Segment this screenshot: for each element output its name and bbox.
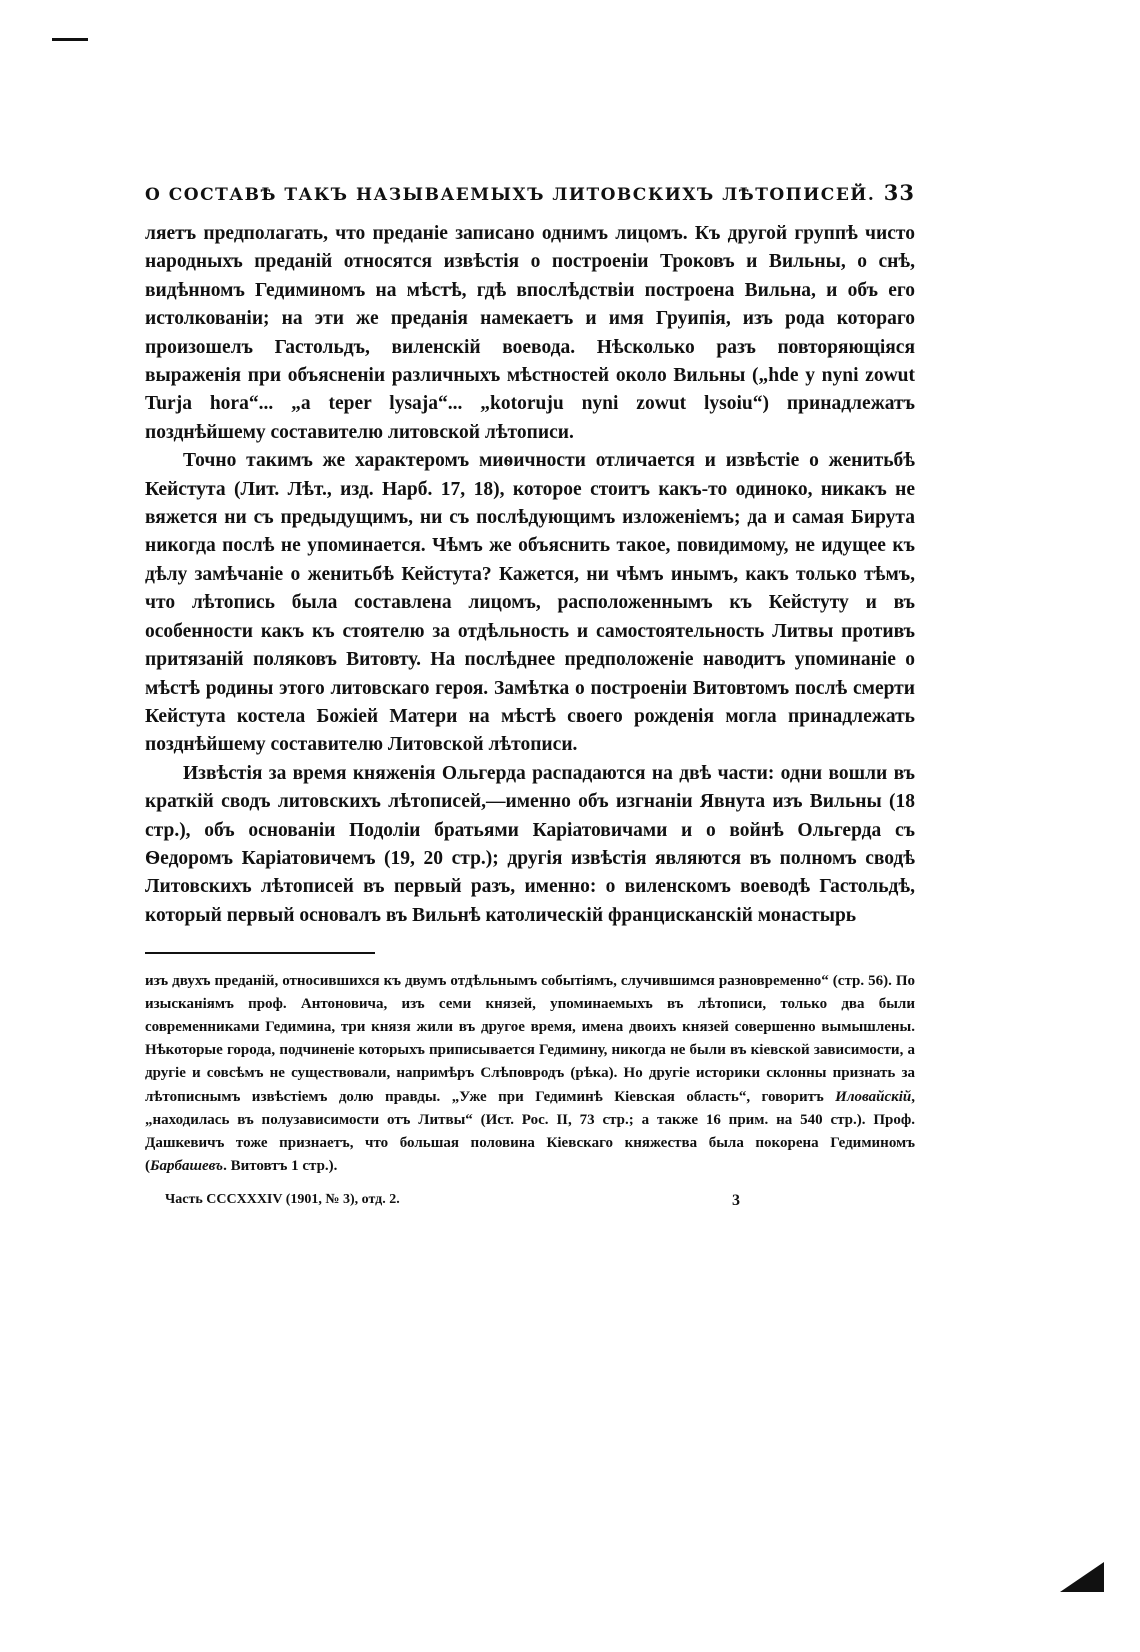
paragraph-2: Точно такимъ же характеромъ миѳичности отличается и извѣстіе о женитьбѣ Кейстута (Лит. Лѣт., изд. Нарб. 17, 18), которое стоитъ какъ-то одиноко, никакъ не вяжется ни съ предыдущимъ, ни съ послѣдующимъ изложеніемъ; да и самая Бирута никогда послѣ не упоминается. Чѣмъ же объяснить такое, повидимому, не идущее къ дѣлу замѣчаніе о женитьбѣ Кейстута? Кажется, ни чѣмъ инымъ, какъ только тѣмъ, что лѣтопись была составлена лицомъ, расположеннымъ къ Кейстуту и въ особенности какъ къ стоятелю за отдѣльность и самостоятельность Литвы противъ притязаній поляковъ Витовту. На послѣднее предположеніе наводитъ упоминаніе о мѣстѣ родины этого литовскаго героя. Замѣтка о построеніи Витовтомъ послѣ смерти Кейстута костела Божіей Матери на мѣстѣ своего рожденія могла принадлежать позднѣйшему составителю Литовской лѣтописи. xyxy=(145,450,915,756)
book-page xyxy=(145,180,915,1210)
main-text xyxy=(145,220,915,930)
scan-edge-mark xyxy=(52,38,88,41)
footnote-italic-author: Иловайскій xyxy=(835,1088,912,1105)
footnote-text-2: , „находилась въ полузависимости отъ Литвы“ (Ист. Рос. II, 73 стр.; а также 16 прим. на 540 стр.). Проф. Дашкевичъ тоже признаетъ, что большая половина Кіевскаго княжества была покорена Гедиминомъ ( xyxy=(145,1088,915,1175)
footnote xyxy=(145,970,915,1179)
running-head-title: О СОСТАВѢ ТАКЪ НАЗЫВАЕМЫХЪ ЛИТОВСКИХЪ ЛѢТОПИСЕЙ. xyxy=(145,185,876,205)
scan-corner-mark xyxy=(1060,1562,1104,1592)
footnote-text-1: изъ двухъ преданій, относившихся къ двумъ отдѣльнымъ событіямъ, случившимся разновременно“ (стр. 56). По изысканіямъ проф. Антоновича, изъ семи князей, упоминаемыхъ въ лѣтописи, только два были современниками Гедимина, три князя жили въ другое время, имена двоихъ князей совершенно вымышлены. Нѣкоторые города, подчиненіе которыхъ приписывается Гедимину, никогда не были въ кіевской зависимости, а другіе и совсѣмъ не существовали, напримѣръ Слѣповродъ (рѣка). Но другіе историки склонны признать за лѣтописнымъ извѣстіемъ долю правды. „Уже при Гедиминѣ Кіевская область“, говоритъ xyxy=(145,972,915,1105)
signature-volume: Часть CCCXXXIV (1901, № 3), отд. 2. xyxy=(165,1192,400,1208)
paragraph-3: Извѣстія за время княженія Ольгерда распадаются на двѣ части: одни вошли въ краткій сводъ литовскихъ лѣтописей,—именно объ изгнаніи Явнута изъ Вильны (18 стр.), объ основаніи Подоліи братьями Каріатовичами и о войнѣ Ольгерда съ Ѳедоромъ Каріатовичемъ (19, 20 стр.); другія извѣстія являются въ полномъ сводѣ Литовскихъ лѣтописей въ первый разъ, именно: о виленскомъ воеводѣ Гастольдѣ, который первый основалъ въ Вильнѣ католическій францисканскій монастырь xyxy=(145,762,915,926)
footnote-text-3: . Витовтъ 1 стр.). xyxy=(223,1158,338,1175)
printer-signature xyxy=(145,1192,915,1210)
footnote-italic-author-2: Барбашевъ xyxy=(150,1158,224,1175)
page-number: 33 xyxy=(883,180,915,205)
signature-sheet-number: 3 xyxy=(732,1192,740,1210)
running-head xyxy=(145,180,915,220)
footnote-divider xyxy=(145,952,375,954)
paragraph-1: ляетъ предполагать, что преданіе записано однимъ лицомъ. Къ другой группѣ чисто народныхъ преданій относятся извѣстія о построеніи Троковъ и Вильны, о снѣ, видѣнномъ Гедиминомъ на мѣстѣ, гдѣ впослѣдствіи построена Вильна, и объ его истолкованіи; на эти же преданія намекаетъ и имя Груипія, изъ рода котораго произошелъ Гастольдъ, виленскій воевода. Нѣсколько разъ повторяющіяся выраженія при объясненіи различныхъ мѣстностей около Вильны („hde y nyni zowut Turja hora“... „a teper lysaja“... „kotoruju nyni zowut lysoiu“) принадлежатъ позднѣйшему составителю литовской лѣтописи. xyxy=(145,223,915,443)
